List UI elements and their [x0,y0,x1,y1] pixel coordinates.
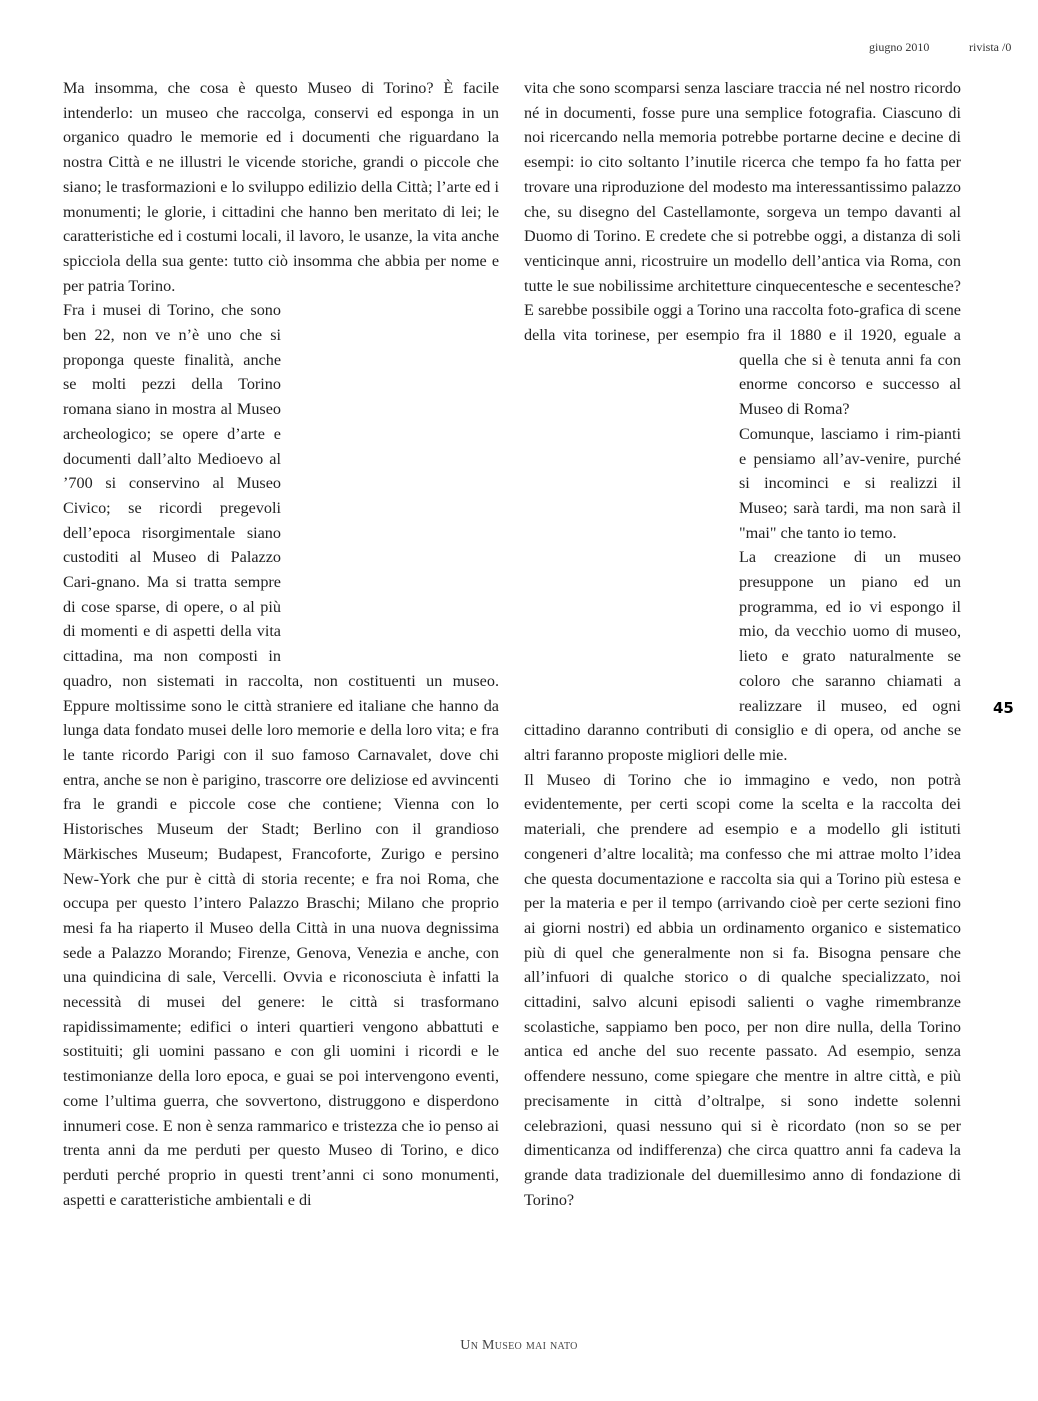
left-column [63,76,499,1212]
paragraph: vita che sono scomparsi senza lasciare traccia né nel nostro ricordo né in documenti, fosse pure una semplice fotografia. Ciascuno di noi ricercando nella memoria potrebbe portarne decine e decine di esempi: io cito soltanto l’inutile ricerca che tempo fa ho fatta per trovare una riproduzione del modesto ma interessantissimo palazzo che, su disegno del Castellamonte, sorgeva un tempo davanti al Duomo di Torino. E credete che si potrebbe oggi, a distanza di soli venticinque anni, ricostruire un modello dell’antica via Roma, con tutte le sue nobilissime architetture cinquecentesche e secentesche? E sarebbe possibile oggi a Torino una raccolta foto-grafica di scene della vita torinese, per esempio fra il 1880 e il 1920, eguale a quella che si è tenuta anni fa con enorme concorso e successo al Museo di Roma? [524,79,961,419]
page-footer: Un Museo mai nato [460,1338,578,1353]
paragraph: Ma insomma, che cosa è questo Museo di Torino? È facile intenderlo: un museo che raccolga, conservi ed esponga in un organico quadro le memorie ed i documenti che riguardano la nostra Città e ne illustri le vicende storiche, grandi o piccole che siano; le trasformazioni e lo sviluppo edilizio della Città; l’arte ed i monumenti; le glorie, i cittadini che hanno ben meritato di lei; le caratteristiche ed i costumi locali, il lavoro, le usanze, la vita anche spicciola della sua gente: tutto ciò insomma che abbia per nome e per patria Torino. [63,79,499,295]
paragraph: Il Museo di Torino che io immagino e vedo, non potrà evidentemente, per certi scopi come la scelta e la raccolta dei materiali, che prendere ad esempio e a modello gli istituti congeneri d’altre località; ma confesso che mi attrae molto l’idea che questa documentazione e raccolta sia qui a Torino più estesa e per la materia e per il tempo (arrivando cioè per certe sezioni fino ai giorni nostri) ed abbia un ordinamento organico e sistematico più di quel che generalmente non si fa. Bisogna pensare che all’infuori di qualche storico o di qualche specializzato, noi cittadini, salvo alcuni episodi salienti o vaghe rimembranze scolastiche, sappiamo ben poco, per non dire nulla, della Torino antica ed anche del suo recente passato. Ad esempio, senza offendere nessuno, come spiegare che mentre in altre città, e più precisamente in città d’oltralpe, si sono indette solenni celebrazioni, quasi nessuno qui si è ricordato (non so se per dimenticanza od indifferenza) che circa quattro anni fa cadeva la grande data tradizionale del duemillesimo anno di fondazione di Torino? [524,770,961,1209]
magazine-name: rivista /0 [969,40,1012,54]
image-placeholder-left [289,298,499,656]
right-column [524,76,961,1212]
paragraph: Fra i musei di Torino, che sono ben 22, non ve n’è uno che si proponga queste finalità, anche se molti pezzi della Torino romana siano in mostra al Museo archeologico; se opere d’arte e documenti dall’alto Medioevo al ’700 si conservino al Museo Civico; se ricordi pregevoli dell’epoca risorgimentale siano custoditi al Museo di Palazzo Cari-gnano. Ma si tratta sempre di cose sparse, di opere, o al più di momenti e di aspetti della vita cittadina, ma non composti in quadro, non sistemati in raccolta, non costituenti un museo. Eppure moltissime sono le città straniere ed italiane che hanno da lunga data fondato musei delle loro memorie e della loro vita; e fra le tante ricordo Parigi con il suo famoso Carnavalet, dove chi entra, anche se non è parigino, trascorre ore deliziose ed avvincenti fra le grandi e piccole cose che contiene; Vienna con lo Historisches Museum der Stadt; Berlino con il grandioso Märkisches Museum; Budapest, Francoforte, Zurigo e persino New-York che pur è città di storia recente; e fra noi Roma, che occupa per questo l’intero Palazzo Braschi; Milano che proprio mesi fa ha riaperto il Museo della Città in una nuova degnissima sede a Palazzo Morando; Firenze, Genova, Venezia e anche, con una quindicina di sale, Vercelli. Ovvia e riconosciuta è infatti la necessità di musei del genere: le città si trasformano rapidissimamente; edifici o interi quartieri vengono abbattuti e sostituiti; gli uomini passano e con gli uomini i ricordi e le testimonianze della loro epoca, e guai se poi intervengono eventi, come l’ultima guerra, che sovvertono, distruggono e disperdono innumeri cose. E non è senza rammarico e tristezza che io penso ai trenta anni da me perduti per questo Museo di Torino, e dico perduti perché proprio in questi trent’anni ci sono monumenti, aspetti e caratteristiche ambientali e di [63,301,499,1209]
paragraph: Comunque, lasciamo i rim-pianti e pensiamo all’av-venire, purché si incominci e si realizzi il Museo; sarà tardi, ma non sarà il "mai" che tanto io temo. [739,424,961,542]
page-header [0,40,1038,60]
image-placeholder-right [524,348,730,703]
page-number: 45 [993,699,1014,717]
paragraph: La creazione di un museo presuppone un piano ed un programma, ed io vi espongo il mio, da vecchio uomo di museo, lieto e grato naturalmente se coloro che saranno chiamati a realizzare il museo, ed ogni cittadino daranno contributi di consiglio e di opera, od anche se altri faranno proposte migliori delle mie. [524,548,961,764]
issue-date: giugno 2010 [869,40,930,54]
